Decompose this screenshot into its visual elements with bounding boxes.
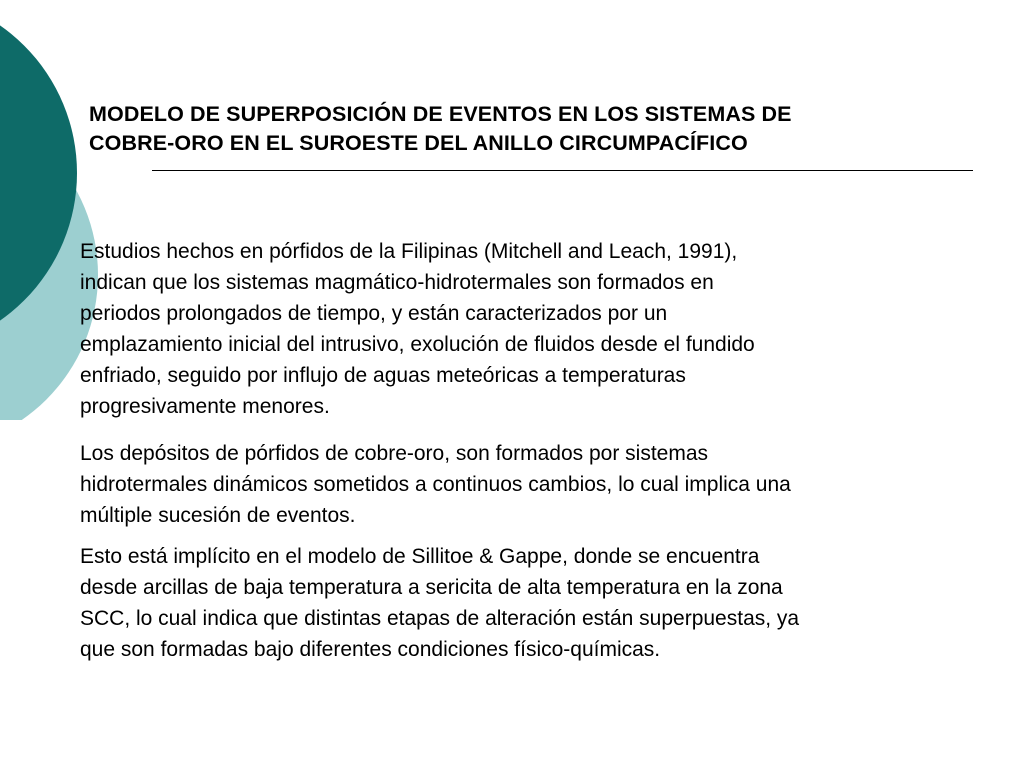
slide-body <box>80 236 980 665</box>
paragraph-1-line-3: periodos prolongados de tiempo, y están caracterizados por un <box>80 302 668 325</box>
paragraph-1-line-1: Estudios hechos en pórfidos de la Filipinas (Mitchell and Leach, 1991), <box>80 240 738 263</box>
paragraph-3 <box>80 541 980 665</box>
slide-title <box>89 100 969 158</box>
paragraph-2 <box>80 438 980 531</box>
paragraph-1-line-2: indican que los sistemas magmático-hidrotermales son formados en <box>80 271 714 294</box>
paragraph-1-line-4: emplazamiento inicial del intrusivo, exolución de fluidos desde el fundido <box>80 333 755 356</box>
paragraph-2-line-3: múltiple sucesión de eventos. <box>80 504 356 527</box>
paragraph-3-line-4: que son formadas bajo diferentes condiciones físico-químicas. <box>80 638 661 661</box>
title-underline <box>152 170 973 171</box>
paragraph-2-line-2: hidrotermales dinámicos sometidos a continuos cambios, lo cual implica una <box>80 473 791 496</box>
paragraph-1 <box>80 236 980 422</box>
paragraph-3-line-1: Esto está implícito en el modelo de Sillitoe & Gappe, donde se encuentra <box>80 545 760 568</box>
paragraph-1-line-6: progresivamente menores. <box>80 395 330 418</box>
title-line-2: COBRE-ORO EN EL SUROESTE DEL ANILLO CIRCUMPACÍFICO <box>89 131 748 155</box>
paragraph-2-line-1: Los depósitos de pórfidos de cobre-oro, son formados por sistemas <box>80 442 709 465</box>
paragraph-3-line-3: SCC, lo cual indica que distintas etapas de alteración están superpuestas, ya <box>80 607 800 630</box>
title-line-1: MODELO DE SUPERPOSICIÓN DE EVENTOS EN LOS SISTEMAS DE <box>89 102 792 126</box>
paragraph-3-line-2: desde arcillas de baja temperatura a sericita de alta temperatura en la zona <box>80 576 783 599</box>
paragraph-1-line-5: enfriado, seguido por influjo de aguas meteóricas a temperaturas <box>80 364 686 387</box>
